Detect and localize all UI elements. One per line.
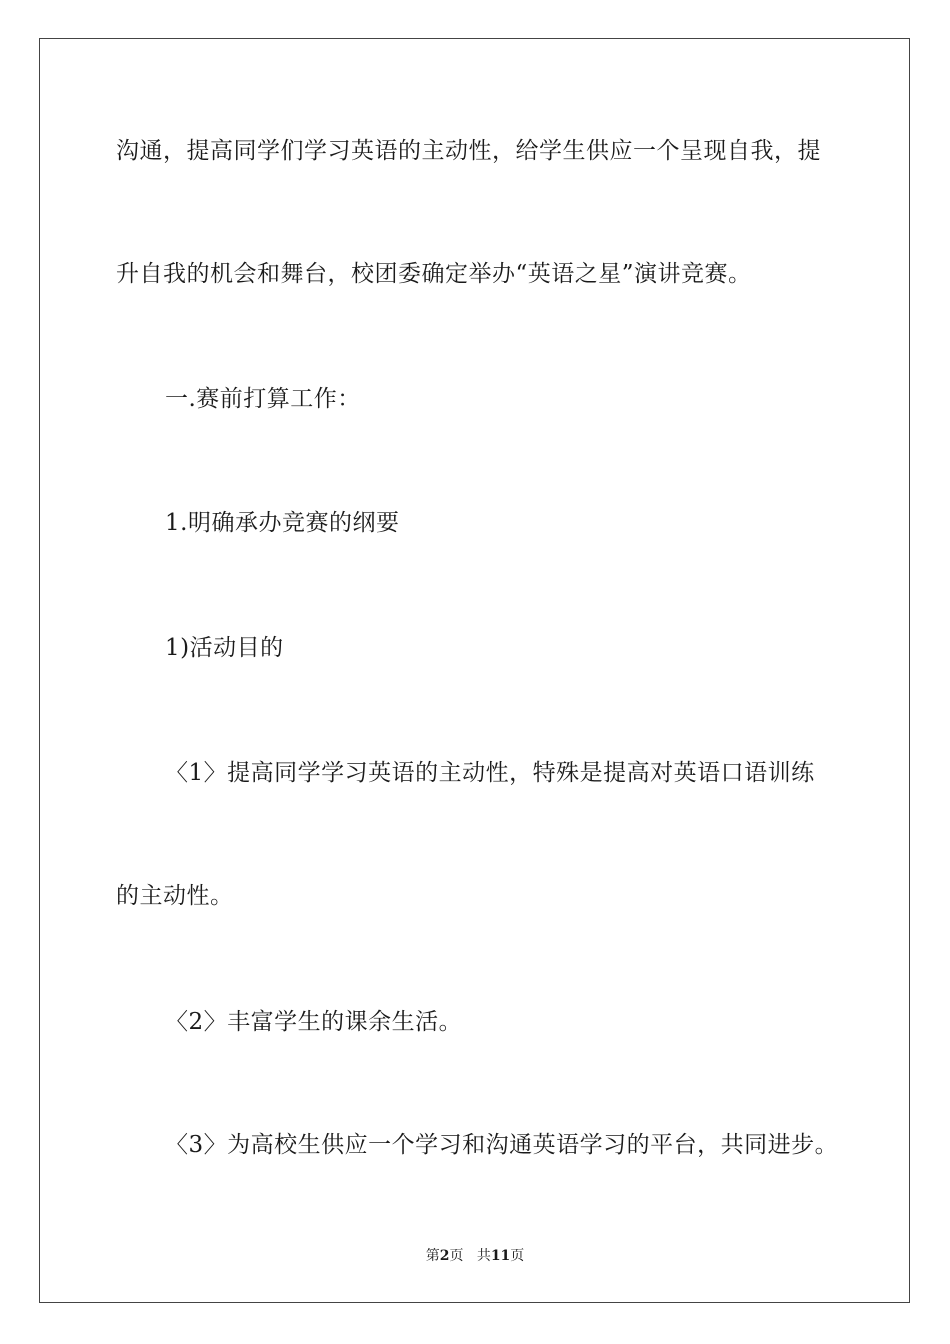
list-item-continuation: 的主动性。 — [116, 883, 234, 909]
subsection-heading: 1)活动目的 — [165, 635, 284, 661]
paragraph-line: 升自我的机会和舞台，校团委确定举办“英语之星”演讲竞赛。 — [116, 261, 752, 287]
total-suffix: 页 — [510, 1248, 525, 1264]
page-suffix: 页 — [449, 1248, 464, 1264]
subsection-heading: 1.明确承办竞赛的纲要 — [165, 510, 400, 536]
page-number: 2 — [439, 1248, 450, 1264]
page-footer — [0, 1247, 950, 1265]
list-item: 〈1〉提高同学学习英语的主动性，特殊是提高对英语口语训练 — [165, 760, 815, 786]
total-pages: 11 — [490, 1248, 511, 1264]
page-prefix: 第 — [425, 1248, 440, 1264]
paragraph-line: 沟通，提高同学们学习英语的主动性，给学生供应一个呈现自我，提 — [116, 138, 821, 164]
page-border — [39, 38, 910, 1303]
section-heading: 一.赛前打算工作： — [165, 386, 361, 412]
total-prefix: 共 — [476, 1248, 491, 1264]
list-item: 〈3〉为高校生供应一个学习和沟通英语学习的平台，共同进步。 — [165, 1132, 839, 1158]
list-item: 〈2〉丰富学生的课余生活。 — [165, 1009, 463, 1035]
